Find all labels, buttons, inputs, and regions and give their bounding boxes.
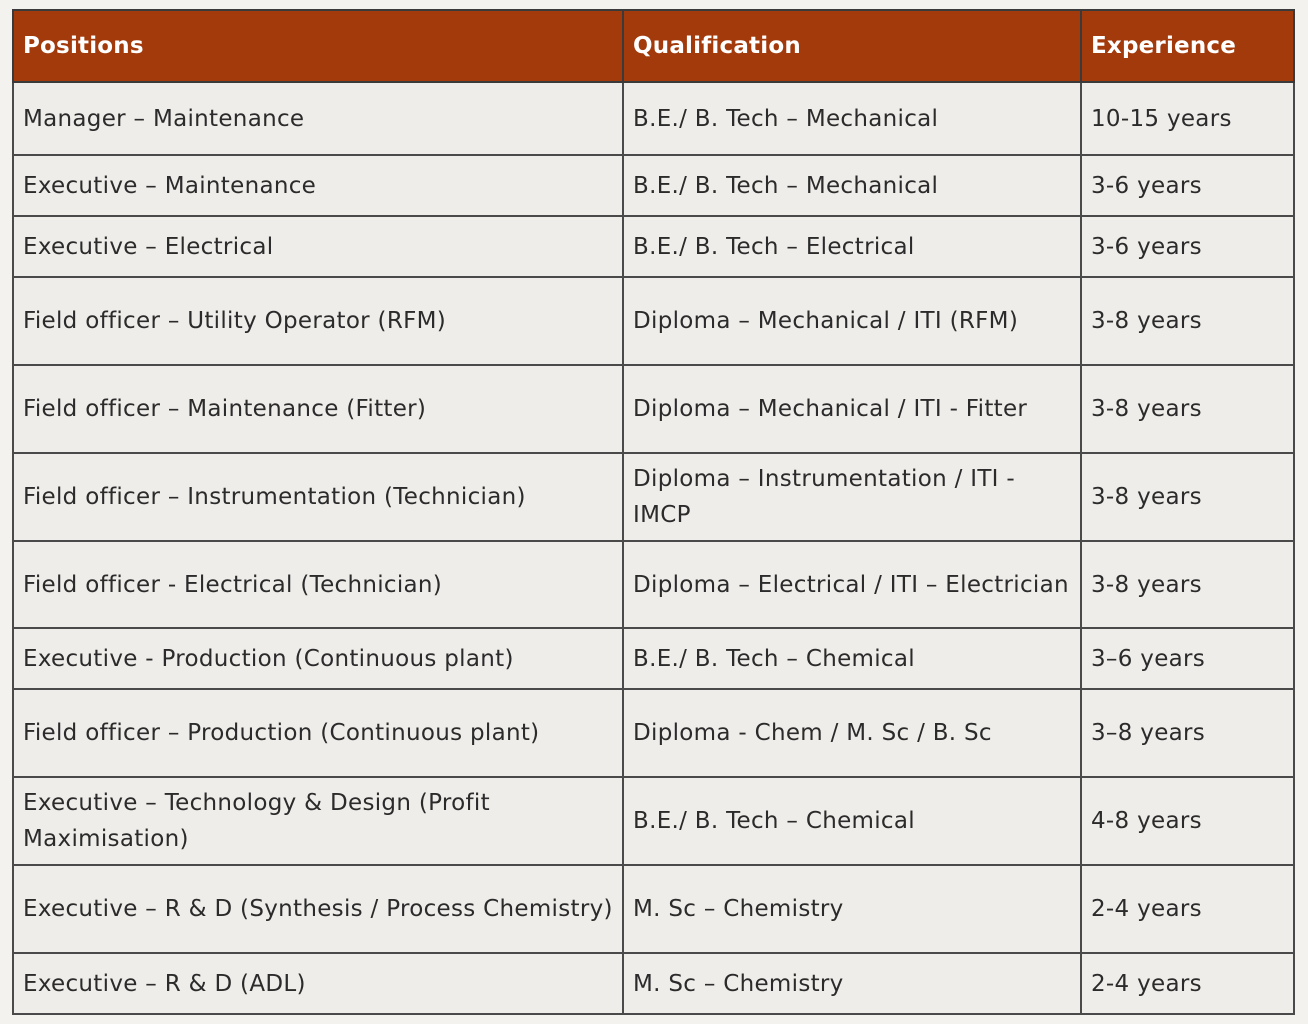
table-row bbox=[13, 865, 1294, 953]
table-header-row bbox=[13, 10, 1294, 82]
experience-cell: 3-8 years bbox=[1081, 453, 1294, 541]
experience-cell: 4-8 years bbox=[1081, 777, 1294, 865]
position-cell: Executive - Production (Continuous plant) bbox=[13, 628, 623, 689]
qualification-cell: B.E./ B. Tech – Mechanical bbox=[623, 155, 1081, 216]
header-positions: Positions bbox=[13, 10, 623, 82]
position-cell: Executive – Maintenance bbox=[13, 155, 623, 216]
qualification-cell: B.E./ B. Tech – Mechanical bbox=[623, 82, 1081, 155]
position-cell: Field officer – Utility Operator (RFM) bbox=[13, 277, 623, 365]
table-row bbox=[13, 953, 1294, 1014]
position-cell: Field officer – Maintenance (Fitter) bbox=[13, 365, 623, 453]
experience-cell: 3–6 years bbox=[1081, 628, 1294, 689]
table-row bbox=[13, 365, 1294, 453]
position-cell: Field officer – Instrumentation (Technician) bbox=[13, 453, 623, 541]
qualification-cell: Diploma – Electrical / ITI – Electrician bbox=[623, 541, 1081, 628]
positions-table-container bbox=[12, 9, 1293, 1015]
qualification-cell: Diploma – Mechanical / ITI (RFM) bbox=[623, 277, 1081, 365]
position-cell: Executive – R & D (Synthesis / Process Chemistry) bbox=[13, 865, 623, 953]
table-row bbox=[13, 216, 1294, 277]
qualification-cell: Diploma - Chem / M. Sc / B. Sc bbox=[623, 689, 1081, 777]
experience-cell: 2-4 years bbox=[1081, 953, 1294, 1014]
positions-table bbox=[12, 9, 1295, 1015]
table-row bbox=[13, 277, 1294, 365]
position-cell: Field officer – Production (Continuous plant) bbox=[13, 689, 623, 777]
qualification-cell: M. Sc – Chemistry bbox=[623, 953, 1081, 1014]
table-row bbox=[13, 777, 1294, 865]
table-row bbox=[13, 155, 1294, 216]
experience-cell: 10-15 years bbox=[1081, 82, 1294, 155]
position-cell: Executive – Electrical bbox=[13, 216, 623, 277]
experience-cell: 3-8 years bbox=[1081, 541, 1294, 628]
experience-cell: 3–8 years bbox=[1081, 689, 1294, 777]
experience-cell: 3-8 years bbox=[1081, 365, 1294, 453]
header-qualification: Qualification bbox=[623, 10, 1081, 82]
experience-cell: 3-6 years bbox=[1081, 216, 1294, 277]
qualification-cell: M. Sc – Chemistry bbox=[623, 865, 1081, 953]
qualification-cell: Diploma – Mechanical / ITI - Fitter bbox=[623, 365, 1081, 453]
qualification-cell: B.E./ B. Tech – Chemical bbox=[623, 777, 1081, 865]
table-row bbox=[13, 453, 1294, 541]
experience-cell: 3-6 years bbox=[1081, 155, 1294, 216]
table-row bbox=[13, 82, 1294, 155]
table-row bbox=[13, 541, 1294, 628]
table-row bbox=[13, 689, 1294, 777]
qualification-cell: B.E./ B. Tech – Chemical bbox=[623, 628, 1081, 689]
experience-cell: 3-8 years bbox=[1081, 277, 1294, 365]
position-cell: Executive – R & D (ADL) bbox=[13, 953, 623, 1014]
table-row bbox=[13, 628, 1294, 689]
qualification-cell: Diploma – Instrumentation / ITI - IMCP bbox=[623, 453, 1081, 541]
qualification-cell: B.E./ B. Tech – Electrical bbox=[623, 216, 1081, 277]
position-cell: Executive – Technology & Design (Profit Maximisation) bbox=[13, 777, 623, 865]
position-cell: Manager – Maintenance bbox=[13, 82, 623, 155]
header-experience: Experience bbox=[1081, 10, 1294, 82]
position-cell: Field officer - Electrical (Technician) bbox=[13, 541, 623, 628]
experience-cell: 2-4 years bbox=[1081, 865, 1294, 953]
